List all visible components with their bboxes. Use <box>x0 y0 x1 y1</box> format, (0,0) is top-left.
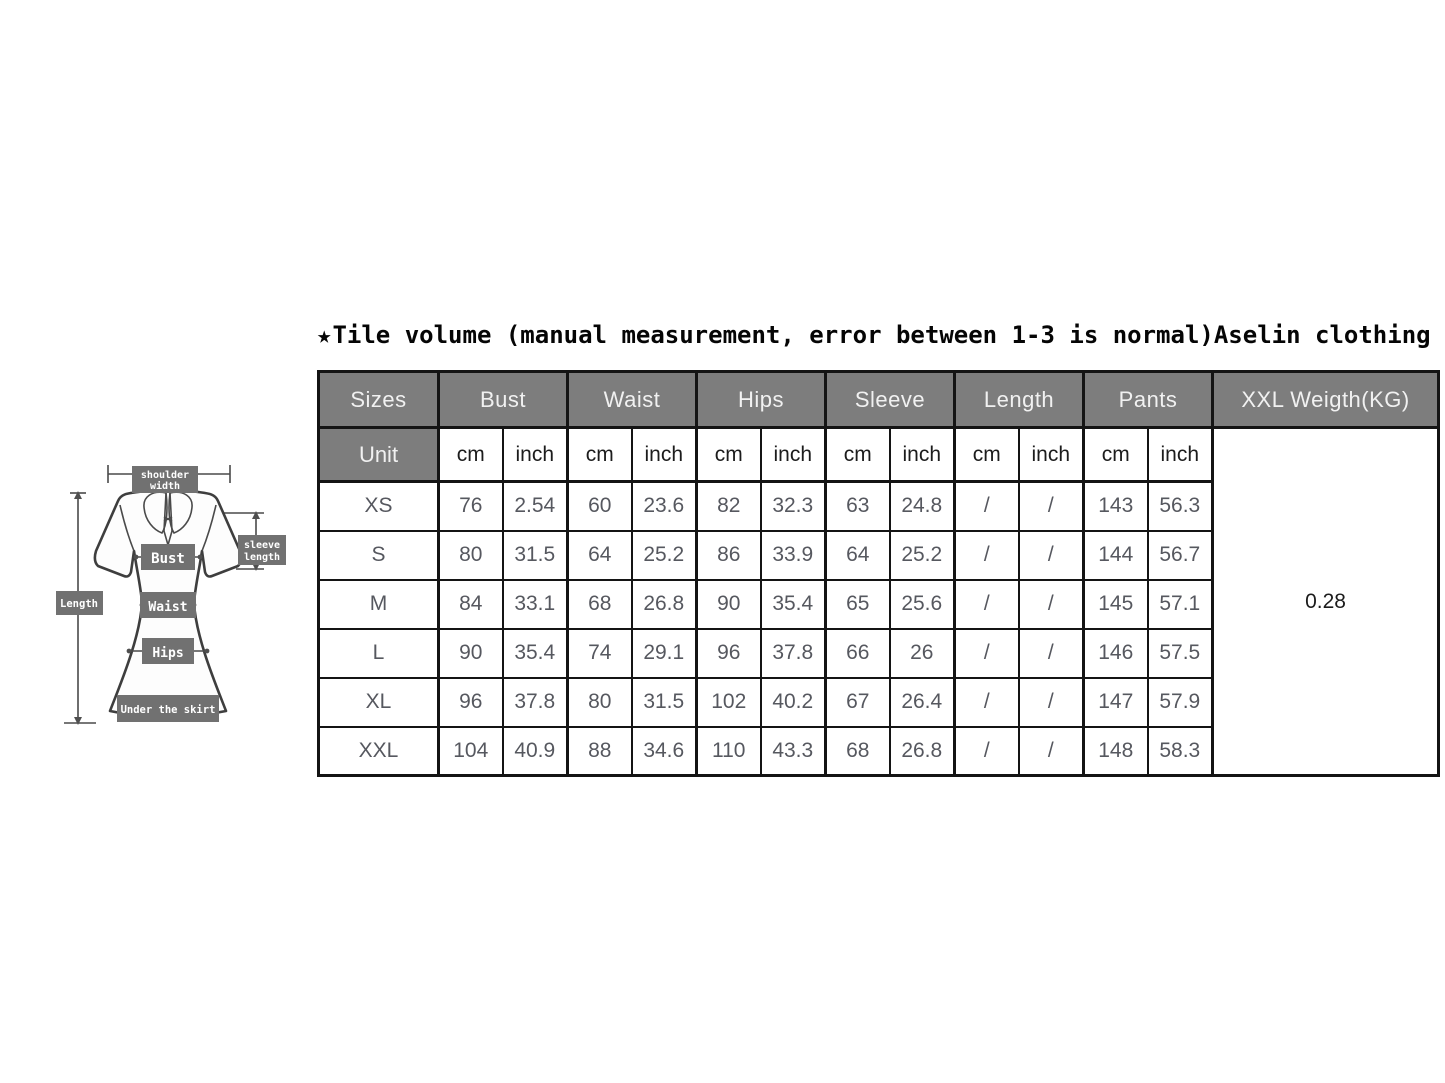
value-cell: 26.4 <box>890 678 955 727</box>
value-cell: 143 <box>1084 482 1148 531</box>
value-cell: 96 <box>439 678 503 727</box>
value-cell: / <box>955 629 1019 678</box>
value-cell: / <box>1019 531 1084 580</box>
value-cell: 90 <box>439 629 503 678</box>
col-header-waist: Waist <box>568 372 697 428</box>
value-cell: 82 <box>697 482 761 531</box>
page-title <box>317 319 1214 351</box>
value-cell: 24.8 <box>890 482 955 531</box>
value-cell: 33.1 <box>503 580 568 629</box>
col-header-length: Length <box>955 372 1084 428</box>
unit-row <box>319 428 1439 482</box>
unit-cell: cm <box>1084 428 1148 482</box>
length-label <box>56 591 103 615</box>
value-cell: / <box>955 531 1019 580</box>
value-cell: 96 <box>697 629 761 678</box>
value-cell: 67 <box>826 678 890 727</box>
value-cell: 64 <box>568 531 632 580</box>
unit-cell: inch <box>1148 428 1213 482</box>
value-cell: 31.5 <box>503 531 568 580</box>
value-cell: 148 <box>1084 727 1148 776</box>
value-cell: 65 <box>826 580 890 629</box>
value-cell: 25.2 <box>632 531 697 580</box>
svg-text:Under the skirt: Under the skirt <box>120 704 216 716</box>
unit-cell: inch <box>1019 428 1084 482</box>
value-cell: 23.6 <box>632 482 697 531</box>
svg-text:Length: Length <box>60 598 98 610</box>
value-cell: 145 <box>1084 580 1148 629</box>
svg-text:length: length <box>243 552 281 563</box>
value-cell: 29.1 <box>632 629 697 678</box>
sleeve-length-label <box>238 535 286 565</box>
hips-label <box>142 638 194 664</box>
unit-cell: inch <box>632 428 697 482</box>
value-cell: 144 <box>1084 531 1148 580</box>
value-cell: 25.6 <box>890 580 955 629</box>
value-cell: / <box>1019 482 1084 531</box>
title-bar <box>317 319 1431 351</box>
value-cell: 37.8 <box>503 678 568 727</box>
value-cell: 60 <box>568 482 632 531</box>
size-cell: L <box>319 629 439 678</box>
value-cell: 80 <box>568 678 632 727</box>
bust-label <box>141 544 195 570</box>
svg-text:shoulder: shoulder <box>140 470 190 481</box>
size-cell: S <box>319 531 439 580</box>
value-cell: / <box>955 580 1019 629</box>
value-cell: 84 <box>439 580 503 629</box>
unit-cell: cm <box>697 428 761 482</box>
value-cell: 68 <box>826 727 890 776</box>
value-cell: 25.2 <box>890 531 955 580</box>
col-header-sizes: Sizes <box>319 372 439 428</box>
size-chart-table <box>317 370 1440 777</box>
value-cell: 104 <box>439 727 503 776</box>
value-cell: 33.9 <box>761 531 826 580</box>
size-cell: XXL <box>319 727 439 776</box>
svg-text:width: width <box>149 481 181 492</box>
unit-row-label: Unit <box>319 428 439 482</box>
value-cell: 26.8 <box>632 580 697 629</box>
brand-name: Aselin clothing <box>1213 321 1431 349</box>
value-cell: 57.1 <box>1148 580 1213 629</box>
value-cell: 64 <box>826 531 890 580</box>
value-cell: 57.9 <box>1148 678 1213 727</box>
value-cell: 26.8 <box>890 727 955 776</box>
waist-label <box>140 592 196 618</box>
unit-cell: inch <box>761 428 826 482</box>
value-cell: 34.6 <box>632 727 697 776</box>
col-header-pants: Pants <box>1084 372 1213 428</box>
star-icon: ★ <box>317 321 332 349</box>
value-cell: 147 <box>1084 678 1148 727</box>
value-cell: / <box>955 727 1019 776</box>
value-cell: 58.3 <box>1148 727 1213 776</box>
value-cell: 56.7 <box>1148 531 1213 580</box>
unit-cell: cm <box>568 428 632 482</box>
table-header-row <box>319 372 1439 428</box>
value-cell: 146 <box>1084 629 1148 678</box>
unit-cell: cm <box>826 428 890 482</box>
col-header-bust: Bust <box>439 372 568 428</box>
value-cell: 31.5 <box>632 678 697 727</box>
value-cell: / <box>1019 629 1084 678</box>
size-cell: XS <box>319 482 439 531</box>
value-cell: 32.3 <box>761 482 826 531</box>
value-cell: 76 <box>439 482 503 531</box>
col-header-sleeve: Sleeve <box>826 372 955 428</box>
unit-cell: cm <box>439 428 503 482</box>
value-cell: / <box>955 482 1019 531</box>
value-cell: 35.4 <box>503 629 568 678</box>
svg-text:Bust: Bust <box>151 551 185 567</box>
value-cell: / <box>1019 580 1084 629</box>
under-skirt-label <box>117 695 219 722</box>
svg-text:sleeve: sleeve <box>243 540 281 551</box>
value-cell: / <box>1019 727 1084 776</box>
value-cell: / <box>955 678 1019 727</box>
weight-value-cell: 0.28 <box>1213 428 1439 776</box>
value-cell: 26 <box>890 629 955 678</box>
value-cell: 63 <box>826 482 890 531</box>
svg-text:Waist: Waist <box>148 600 188 615</box>
col-header-hips: Hips <box>697 372 826 428</box>
value-cell: 68 <box>568 580 632 629</box>
size-cell: M <box>319 580 439 629</box>
svg-text:Hips: Hips <box>152 646 184 661</box>
value-cell: 74 <box>568 629 632 678</box>
size-cell: XL <box>319 678 439 727</box>
dress-diagram <box>50 433 305 745</box>
unit-cell: cm <box>955 428 1019 482</box>
value-cell: 56.3 <box>1148 482 1213 531</box>
unit-cell: inch <box>890 428 955 482</box>
value-cell: 66 <box>826 629 890 678</box>
value-cell: 80 <box>439 531 503 580</box>
value-cell: / <box>1019 678 1084 727</box>
value-cell: 86 <box>697 531 761 580</box>
value-cell: 43.3 <box>761 727 826 776</box>
value-cell: 35.4 <box>761 580 826 629</box>
value-cell: 40.2 <box>761 678 826 727</box>
shoulder-width-label <box>132 466 198 493</box>
col-header-xxl-weight: XXL Weigth(KG) <box>1213 372 1439 428</box>
value-cell: 110 <box>697 727 761 776</box>
title-text: Tile volume (manual measurement, error between 1-3 is normal) <box>332 321 1214 349</box>
value-cell: 57.5 <box>1148 629 1213 678</box>
value-cell: 88 <box>568 727 632 776</box>
value-cell: 90 <box>697 580 761 629</box>
value-cell: 40.9 <box>503 727 568 776</box>
unit-cell: inch <box>503 428 568 482</box>
value-cell: 37.8 <box>761 629 826 678</box>
value-cell: 2.54 <box>503 482 568 531</box>
value-cell: 102 <box>697 678 761 727</box>
